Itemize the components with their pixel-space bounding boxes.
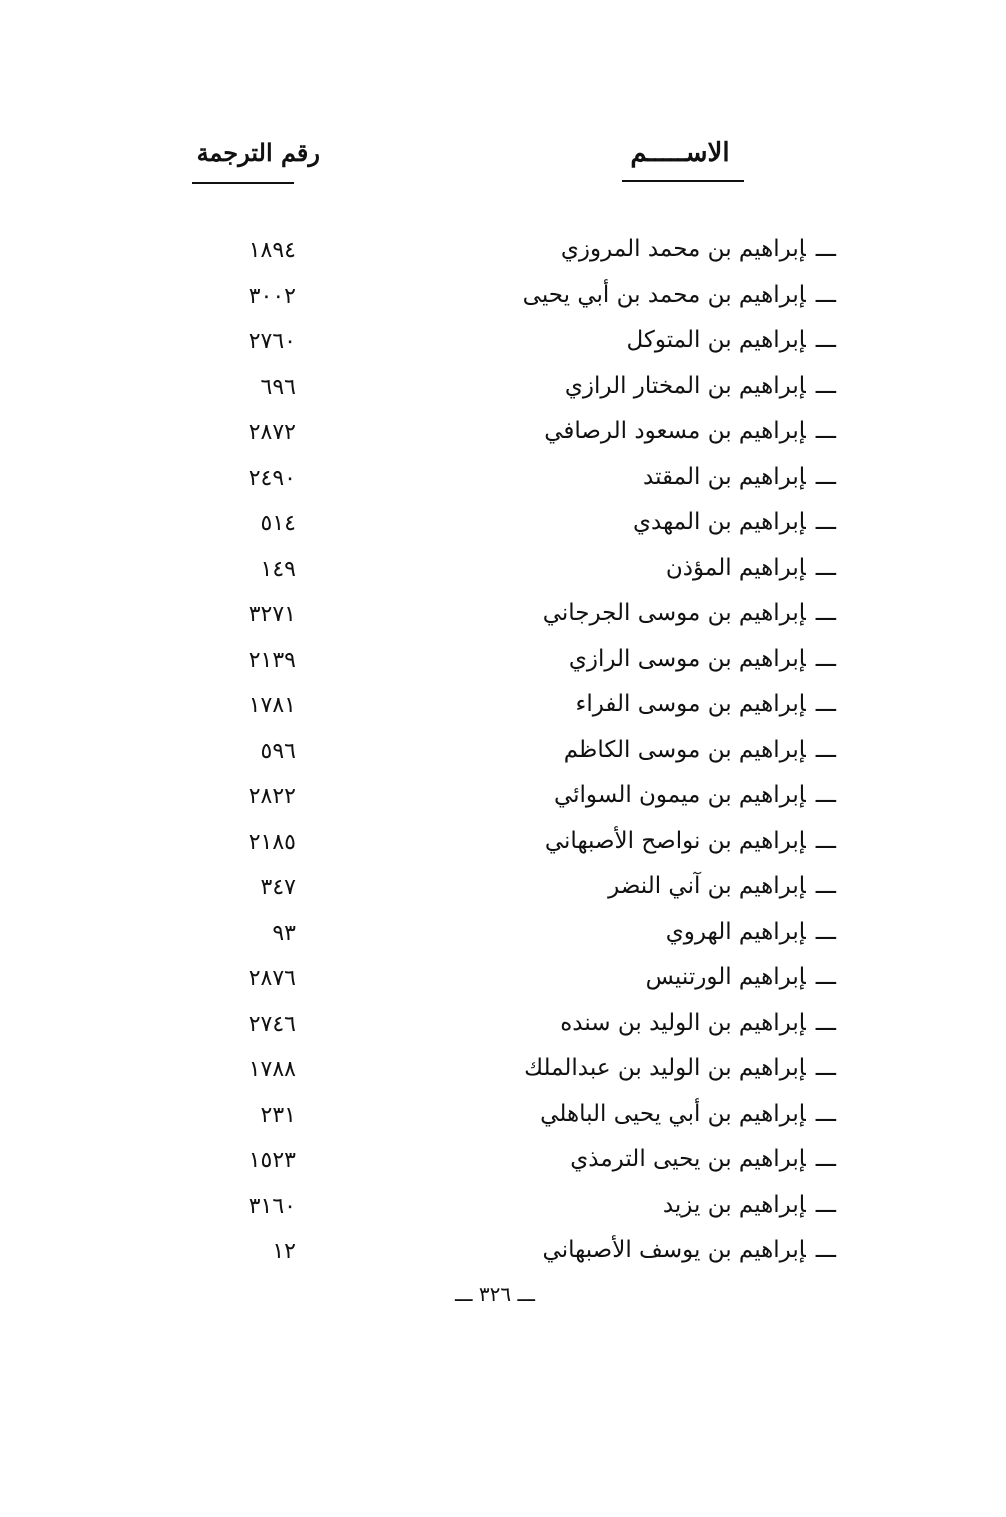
entry-name-text: إبراهيم بن المتوكل: [626, 327, 806, 353]
list-item: [0, 460, 1006, 506]
list-item: [0, 824, 1006, 870]
entry-dash: ـــ: [815, 372, 836, 399]
entry-number: ٦٩٦: [260, 374, 296, 400]
entry-dash: ـــ: [815, 463, 836, 490]
entry-number: ٢٤٩٠: [248, 465, 296, 491]
entry-name-text: إبراهيم بن محمد بن أبي يحيى: [522, 281, 806, 308]
entry-name-text: إبراهيم الهروي: [665, 918, 806, 945]
entry-name-text: إبراهيم بن موسى الرازي: [568, 645, 806, 672]
entry-name-text: إبراهيم بن مسعود الرصافي: [544, 418, 806, 444]
entry-name: [523, 282, 836, 308]
entry-name: [524, 1055, 836, 1081]
entry-name-text: إبراهيم بن موسى الجرجاني: [542, 600, 806, 626]
entry-name: [633, 509, 836, 535]
entry-number: ٢٣١: [260, 1102, 296, 1128]
entry-name: [543, 600, 836, 626]
list-item: [0, 551, 1006, 597]
entry-name: [666, 919, 836, 945]
entry-name-text: إبراهيم بن المهدي: [633, 509, 806, 535]
list-item: [0, 1188, 1006, 1234]
list-item: [0, 1233, 1006, 1279]
list-item: [0, 915, 1006, 961]
entry-name: [540, 1101, 836, 1127]
entry-name-text: إبراهيم بن موسى الكاظم: [563, 736, 806, 763]
entry-name: [643, 464, 836, 490]
list-item: [0, 869, 1006, 915]
entry-number: ١٢: [272, 1239, 296, 1264]
entry-name-text: إبراهيم بن يحيى الترمذي: [570, 1146, 806, 1172]
entry-name: [565, 373, 836, 399]
entry-name: [608, 873, 836, 899]
list-item: [0, 505, 1006, 551]
list-item: [0, 596, 1006, 642]
entry-name-text: إبراهيم بن ميمون السوائي: [553, 782, 806, 808]
entry-name: [564, 737, 836, 763]
entry-number: ٢١٣٩: [248, 647, 296, 673]
entry-name-text: إبراهيم بن موسى الفراء: [575, 691, 806, 717]
entry-number: ٥١٤: [260, 511, 296, 536]
list-item: [0, 1006, 1006, 1052]
entry-name: [626, 327, 836, 353]
entry-name: [554, 782, 836, 808]
entry-dash: ـــ: [815, 554, 836, 581]
entry-number: ٩٣: [272, 920, 296, 946]
entry-dash: ـــ: [815, 736, 836, 763]
number-column-header: رقم الترجمة: [196, 138, 320, 167]
entry-dash: ـــ: [815, 327, 836, 353]
entry-dash: ـــ: [815, 418, 836, 444]
list-item: [0, 323, 1006, 369]
entry-name-text: إبراهيم بن المقتد: [643, 463, 806, 490]
list-item: [0, 733, 1006, 779]
list-item: [0, 1142, 1006, 1188]
entry-name-text: إبراهيم المؤذن: [665, 554, 806, 581]
entry-number: ٣٠٠٢: [248, 283, 296, 309]
entry-name: [646, 964, 836, 990]
entry-name-text: إبراهيم بن يوسف الأصبهاني: [542, 1237, 806, 1263]
entry-number: ٣٤٧: [260, 875, 296, 900]
entry-number: ١٧٨١: [248, 693, 296, 718]
entry-dash: ـــ: [815, 1237, 836, 1263]
entry-number: ٢٨٢٢: [248, 784, 296, 809]
entry-number: ١٤٩: [260, 556, 296, 582]
entry-dash: ـــ: [815, 509, 836, 535]
list-item: [0, 1051, 1006, 1097]
entry-dash: ـــ: [815, 600, 836, 626]
list-item: [0, 369, 1006, 415]
name-column-header: الاســـــم: [630, 138, 730, 168]
entry-dash: ـــ: [815, 1055, 836, 1081]
page-number: ـــ ٣٢٦ ـــ: [454, 1282, 536, 1306]
entry-list: [0, 232, 1006, 1279]
entry-name: [569, 646, 836, 672]
entry-dash: ـــ: [815, 236, 836, 262]
entry-name-text: إبراهيم الورتنيس: [645, 964, 806, 990]
entry-name: [544, 418, 836, 444]
entry-dash: ـــ: [815, 873, 836, 899]
list-item: [0, 778, 1006, 824]
entry-name-text: إبراهيم بن المختار الرازي: [564, 372, 806, 399]
entry-name-text: إبراهيم بن الوليد بن عبدالملك: [524, 1055, 806, 1081]
entry-number: ٢٨٧٢: [248, 420, 296, 445]
list-item: [0, 414, 1006, 460]
list-item: [0, 1097, 1006, 1143]
entry-number: ٢٧٤٦: [248, 1011, 296, 1037]
entry-name-text: إبراهيم بن محمد المروزي: [560, 236, 806, 262]
entry-name: [545, 828, 836, 854]
entry-dash: ـــ: [815, 645, 836, 672]
entry-name: [560, 1010, 836, 1036]
entry-name-text: إبراهيم بن آني النضر: [608, 873, 806, 899]
entry-name: [666, 555, 836, 581]
entry-dash: ـــ: [815, 782, 836, 808]
entry-dash: ـــ: [815, 281, 836, 308]
entry-dash: ـــ: [815, 1009, 836, 1036]
name-column-rule: [622, 180, 744, 182]
entry-number: ٣١٦٠: [248, 1193, 296, 1219]
entry-name-text: إبراهيم بن الوليد بن سنده: [560, 1009, 806, 1036]
list-item: [0, 642, 1006, 688]
entry-number: ٢٨٧٦: [248, 966, 296, 991]
list-item: [0, 232, 1006, 278]
list-item: [0, 278, 1006, 324]
entry-dash: ـــ: [815, 691, 836, 717]
entry-number: ٣٢٧١: [248, 602, 296, 627]
entry-number: ٢١٨٥: [248, 829, 296, 855]
entry-name: [663, 1192, 836, 1218]
entry-name: [576, 691, 837, 717]
list-item: [0, 960, 1006, 1006]
list-item: [0, 687, 1006, 733]
number-column-rule: [192, 182, 294, 184]
entry-number: ٢٧٦٠: [248, 329, 296, 354]
entry-name: [543, 1237, 836, 1263]
entry-number: ١٥٢٣: [248, 1148, 296, 1173]
entry-name-text: إبراهيم بن نواصح الأصبهاني: [544, 827, 806, 854]
entry-dash: ـــ: [815, 918, 836, 945]
entry-dash: ـــ: [815, 827, 836, 854]
entry-dash: ـــ: [815, 964, 836, 990]
entry-dash: ـــ: [815, 1100, 836, 1127]
entry-number: ٥٩٦: [260, 738, 296, 764]
entry-name-text: إبراهيم بن يزيد: [662, 1191, 806, 1218]
entry-name-text: إبراهيم بن أبي يحيى الباهلي: [540, 1100, 806, 1127]
entry-dash: ـــ: [815, 1146, 836, 1172]
entry-name: [570, 1146, 836, 1172]
entry-number: ١٧٨٨: [248, 1057, 296, 1082]
entry-dash: ـــ: [815, 1191, 836, 1218]
entry-number: ١٨٩٤: [248, 238, 296, 263]
entry-name: [561, 236, 836, 262]
